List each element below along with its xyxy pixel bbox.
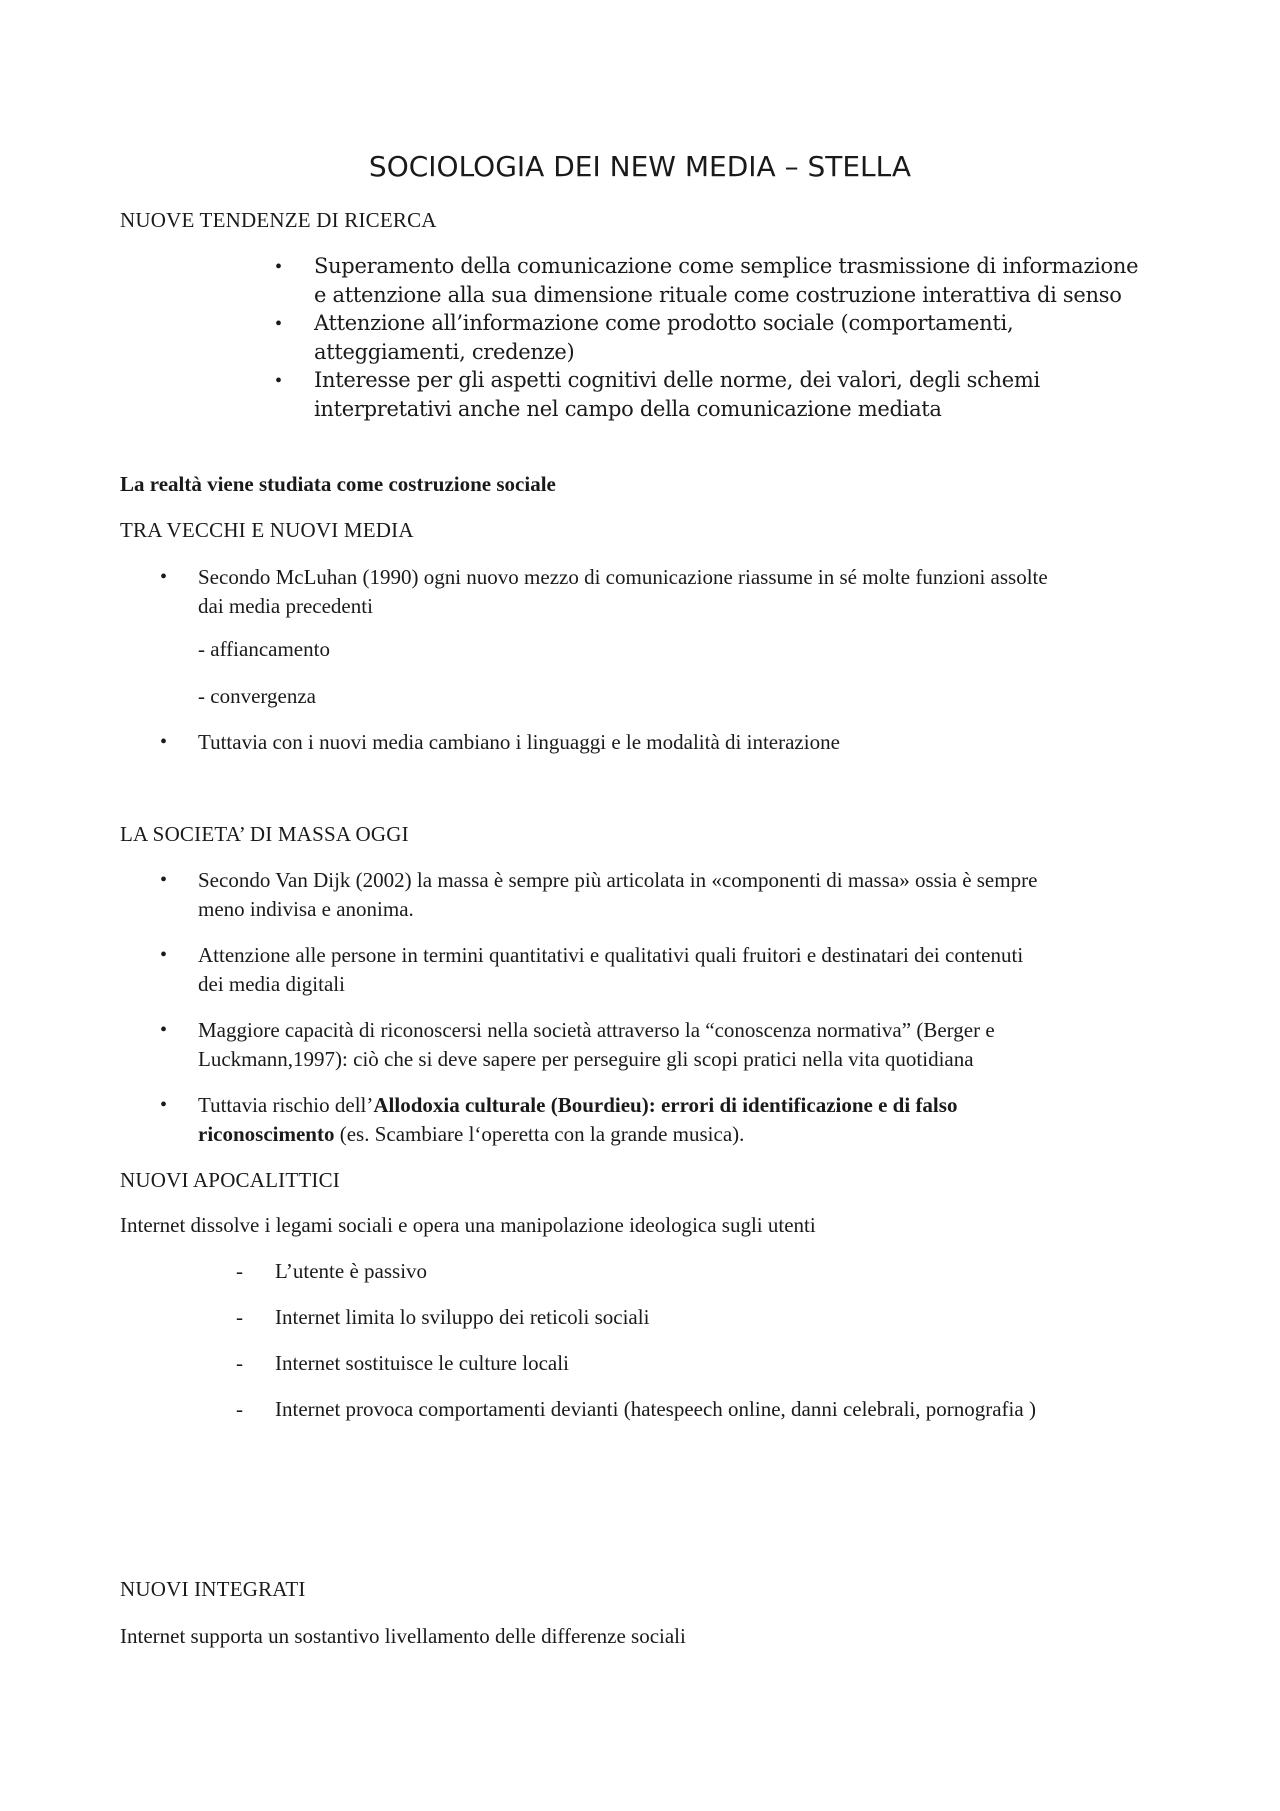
- list-item-line: [198, 1093, 957, 1118]
- list-item-text: Tuttavia rischio dell’: [198, 1093, 374, 1117]
- bullet: •: [160, 1019, 168, 1041]
- dash-bullet: -: [236, 1305, 243, 1329]
- list-item-text: (es. Scambiare l‘operetta con la grande musica).: [334, 1122, 745, 1146]
- bullet: •: [160, 731, 168, 753]
- list-item-line: Secondo Van Dijk (2002) la massa è sempre più articolata in «componenti di massa» ossia è sempre: [198, 868, 1038, 892]
- list-item-line: Attenzione alle persone in termini quantitativi e qualitativi quali fruitori e destinatari dei contenuti: [198, 943, 1024, 967]
- list-item-line: Luckmann,1997): ciò che si deve sapere per perseguire gli scopi pratici nella vita quotidiana: [198, 1047, 974, 1071]
- dash-bullet: -: [236, 1397, 243, 1421]
- bullet: •: [160, 869, 168, 891]
- dash-item: Internet sostituisce le culture locali: [275, 1351, 569, 1375]
- list-item-line: Secondo McLuhan (1990) ogni nuovo mezzo di comunicazione riassume in sé molte funzioni assolte: [198, 565, 1048, 589]
- bold-term: riconoscimento: [198, 1122, 335, 1146]
- bold-term: Allodoxia culturale (Bourdieu): errori di identificazione e di falso: [373, 1093, 958, 1117]
- dash-bullet: -: [236, 1351, 243, 1375]
- dash-bullet: -: [236, 1259, 243, 1283]
- list-item-line: Interesse per gli aspetti cognitivi delle norme, dei valori, degli schemi: [314, 368, 1040, 392]
- list-item-line: [198, 1122, 744, 1147]
- dash-item: Internet limita lo sviluppo dei reticoli sociali: [275, 1305, 650, 1329]
- list-item-line: Maggiore capacità di riconoscersi nella società attraverso la “conoscenza normativa” (Berger e: [198, 1018, 995, 1042]
- list-item-line: Superamento della comunicazione come semplice trasmissione di informazione: [314, 254, 1139, 278]
- bullet: •: [275, 256, 283, 278]
- page-title: SOCIOLOGIA DEI NEW MEDIA – STELLA: [368, 150, 912, 183]
- section-heading-nuove-tendenze: NUOVE TENDENZE DI RICERCA: [120, 208, 437, 232]
- paragraph: Internet dissolve i legami sociali e opera una manipolazione ideologica sugli utenti: [120, 1213, 816, 1237]
- dash-item: Internet provoca comportamenti devianti (hatespeech online, danni celebrali, pornografia ): [275, 1397, 1036, 1421]
- list-item-line: Tuttavia con i nuovi media cambiano i linguaggi e le modalità di interazione: [198, 730, 840, 754]
- list-item-line: dei media digitali: [198, 972, 345, 996]
- section-heading-tra-vecchi: TRA VECCHI E NUOVI MEDIA: [120, 518, 414, 542]
- list-item-line: Attenzione all’informazione come prodotto sociale (comportamenti,: [314, 311, 1014, 335]
- dash-item: L’utente è passivo: [275, 1259, 428, 1283]
- section-heading-nuovi-integrati: NUOVI INTEGRATI: [120, 1577, 306, 1601]
- section-heading-nuovi-apocalittici: NUOVI APOCALITTICI: [120, 1168, 340, 1192]
- list-item-line: meno indivisa e anonima.: [198, 897, 414, 921]
- bullet: •: [160, 1094, 168, 1116]
- list-item-line: atteggiamenti, credenze): [314, 340, 575, 364]
- bullet: •: [275, 313, 283, 335]
- bullet: •: [160, 566, 168, 588]
- sub-item: - affiancamento: [198, 637, 330, 661]
- list-item-line: dai media precedenti: [198, 594, 373, 618]
- bullet: •: [160, 944, 168, 966]
- section-heading-societa-di-massa: LA SOCIETA’ DI MASSA OGGI: [120, 822, 409, 846]
- list-item-line: interpretativi anche nel campo della comunicazione mediata: [314, 397, 942, 421]
- bullet: •: [275, 370, 283, 392]
- list-item-line: e attenzione alla sua dimensione rituale come costruzione interattiva di senso: [314, 283, 1122, 307]
- bold-statement: La realtà viene studiata come costruzione sociale: [120, 472, 556, 496]
- sub-item: - convergenza: [198, 684, 316, 708]
- paragraph: Internet supporta un sostantivo livellamento delle differenze sociali: [120, 1624, 686, 1648]
